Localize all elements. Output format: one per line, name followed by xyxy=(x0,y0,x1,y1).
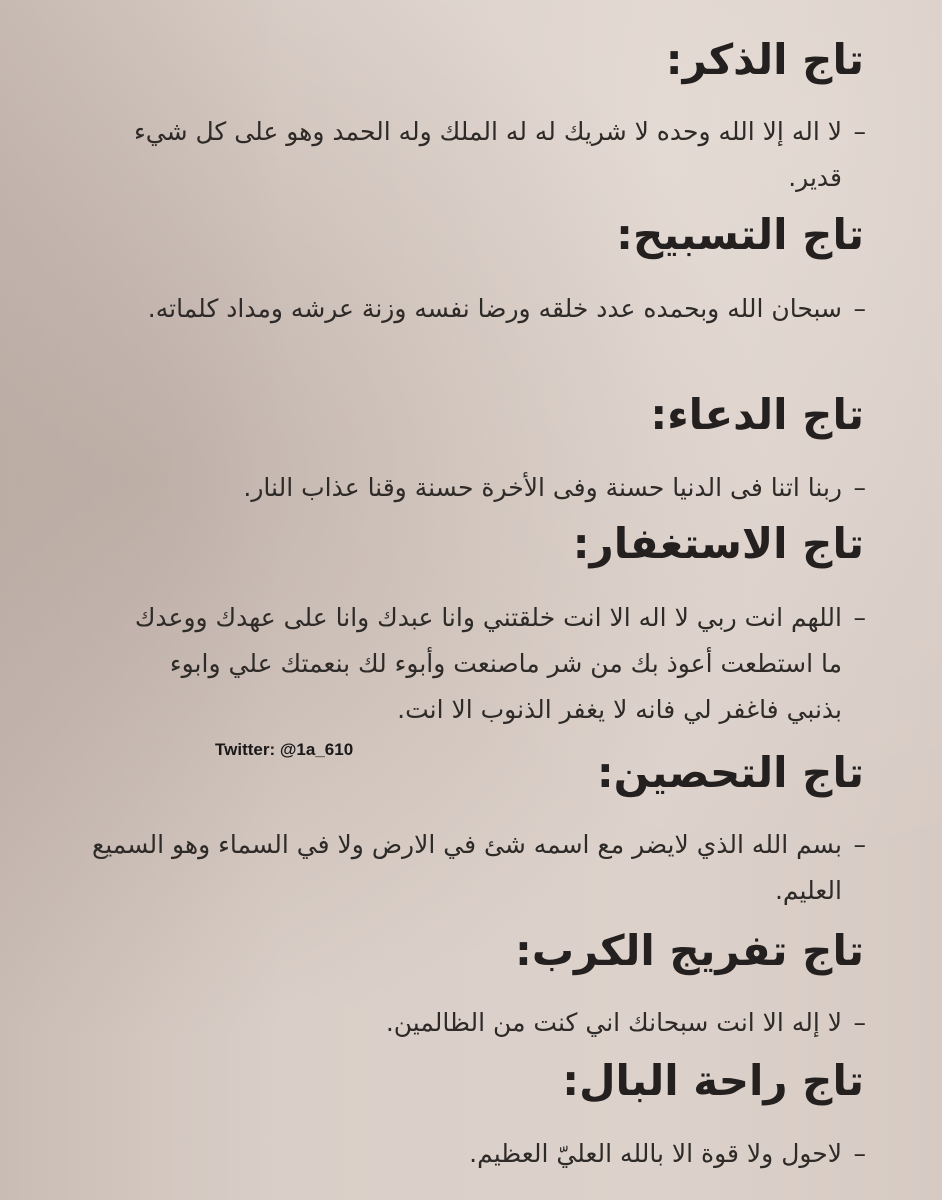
bullet-dash: – xyxy=(853,830,866,859)
section-text-tahseen: بسم الله الذي لايضر مع اسمه شئ في الارض ولا في السماء وهو السميع العليم. xyxy=(91,830,842,905)
section-text-dhikr: لا اله إلا الله وحده لا شريك له له الملك وله الحمد وهو على كل شيء قدير. xyxy=(134,117,842,192)
section-text-tafreej: لا إله الا انت سبحانك اني كنت من الظالمين. xyxy=(385,1008,842,1037)
section-heading-tasbih: تاج التسبيح: xyxy=(616,210,864,259)
section-text-tasbih: سبحان الله وبحمده عدد خلقه ورضا نفسه وزنة عرشه ومداد كلماته. xyxy=(147,294,842,323)
bullet-dash: – xyxy=(853,603,866,632)
bullet-dash: – xyxy=(853,117,866,146)
section-heading-dua: تاج الدعاء: xyxy=(650,390,864,439)
section-text-istighfar: اللهم انت ربي لا اله الا انت خلقتني وانا عبدك وانا على عهدك ووعدك ما استطعت أعوذ بك من شر ماصنعت وأبوء لك بنعمتك علي وابوء بذنبي فاغفر لي فانه لا يغفر الذنوب الا انت. xyxy=(134,603,842,724)
section-text-dua: ربنا اتنا فى الدنيا حسنة وفى الأخرة حسنة وقنا عذاب النار. xyxy=(243,473,842,502)
section-text-raha: لاحول ولا قوة الا بالله العليّ العظيم. xyxy=(469,1139,842,1168)
section-heading-tahseen: تاج التحصين: xyxy=(596,748,864,797)
bullet-dash: – xyxy=(853,473,866,502)
section-heading-istighfar: تاج الاستغفار: xyxy=(572,519,864,568)
bullet-dash: – xyxy=(853,1008,866,1037)
bullet-dash: – xyxy=(853,294,866,323)
section-heading-dhikr: تاج الذكر: xyxy=(665,35,864,84)
bullet-dash: – xyxy=(853,1139,866,1168)
section-heading-tafreej: تاج تفريج الكرب: xyxy=(515,926,864,975)
section-heading-raha: تاج راحة البال: xyxy=(562,1056,864,1105)
twitter-watermark: Twitter: @1a_610 xyxy=(215,740,354,759)
